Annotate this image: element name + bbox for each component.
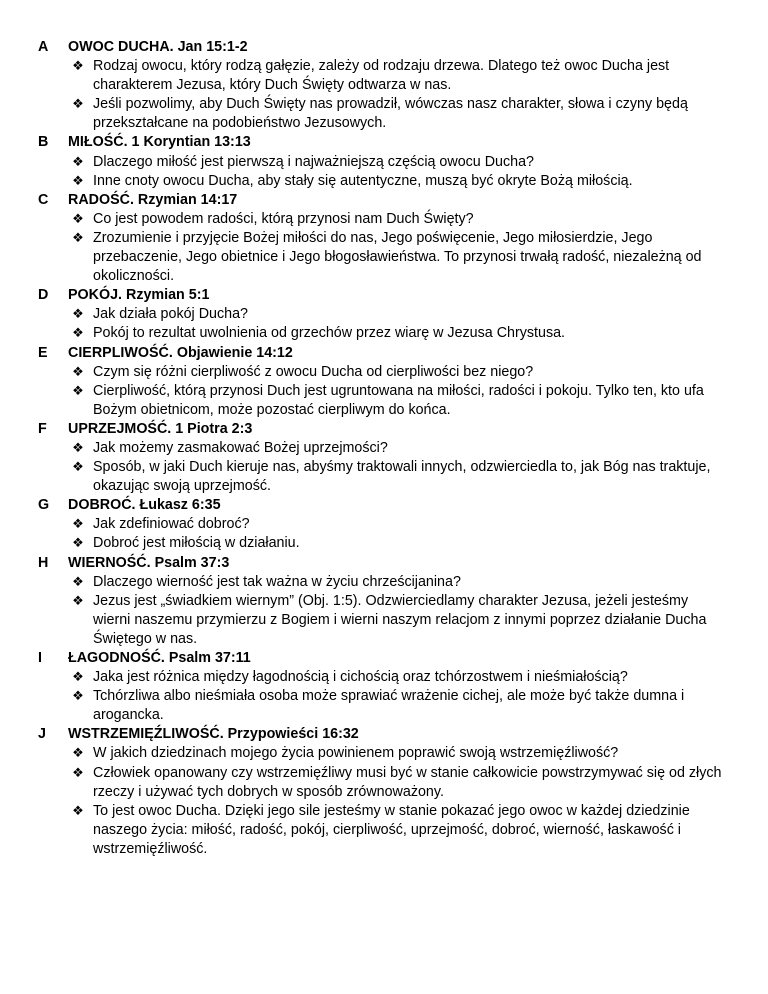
bullet-text: Rodzaj owocu, który rodzą gałęzie, zależy od rodzaju drzewa. Dlatego też owoc Ducha jest charakterem Jezusa, który Duch Święty odtwarza w nas. [93, 58, 670, 94]
bullet-text: To jest owoc Ducha. Dzięki jego sile jesteśmy w stanie pokazać jego owoc w każdej dziedzinie naszego życia: miłość, radość, pokój, cierpliwość, uprzejmość, dobroć, wierność, łaskawość i wstrzemięźliwość. [93, 802, 690, 857]
section-letter: B [38, 134, 49, 151]
bullet-text: Dobroć jest miłością w działaniu. [93, 535, 300, 552]
diamond-bullet-icon: ❖ [72, 670, 84, 686]
bullet-text: Jak zdefiniować dobroć? [93, 516, 250, 533]
section-letter: I [38, 650, 42, 666]
diamond-bullet-icon: ❖ [72, 211, 84, 227]
section-heading [38, 191, 728, 210]
section-title: ŁAGODNOŚĆ. Psalm 37:11 [68, 650, 251, 666]
outline-section [38, 38, 728, 133]
section-title: WIERNOŚĆ. Psalm 37:3 [68, 554, 230, 571]
bullet-item [38, 534, 728, 553]
section-title: MIŁOŚĆ. 1 Koryntian 13:13 [68, 134, 251, 151]
section-heading [38, 725, 728, 744]
bullet-list [38, 153, 728, 191]
bullet-list [38, 305, 728, 343]
diamond-bullet-icon: ❖ [72, 230, 84, 246]
outline-section [38, 725, 728, 859]
section-heading [38, 496, 728, 515]
bullet-text: Tchórzliwa albo nieśmiała osoba może sprawiać wrażenie cichej, ale może być także dumna i arogancka. [93, 688, 685, 724]
bullet-text: Inne cnoty owocu Ducha, aby stały się autentyczne, muszą być okryte Bożą miłością. [93, 172, 633, 189]
diamond-bullet-icon: ❖ [72, 593, 84, 609]
bullet-item [38, 764, 728, 802]
section-title: RADOŚĆ. Rzymian 14:17 [68, 191, 238, 208]
section-heading [38, 38, 728, 57]
section-letter: E [38, 344, 48, 361]
section-letter: J [38, 726, 46, 743]
section-title: CIERPLIWOŚĆ. Objawienie 14:12 [68, 344, 293, 361]
bullet-text: Zrozumienie i przyjęcie Bożej miłości do nas, Jego poświęcenie, Jego miłosierdzie, Jego przebaczenie, Jego obietnice i Jego błogosławieństwa. To przynosi trwałą radość, niezależną od okoliczności. [93, 229, 702, 285]
diamond-bullet-icon: ❖ [72, 326, 84, 342]
diamond-bullet-icon: ❖ [72, 440, 84, 456]
bullet-text: Co jest powodem radości, którą przynosi nam Duch Święty? [93, 210, 474, 227]
diamond-bullet-icon: ❖ [72, 383, 84, 399]
bullet-list [38, 668, 728, 725]
bullet-text: Jak działa pokój Ducha? [93, 306, 248, 323]
section-title: DOBROĆ. Łukasz 6:35 [68, 497, 221, 514]
bullet-list [38, 573, 728, 649]
section-heading [38, 649, 728, 668]
diamond-bullet-icon: ❖ [72, 803, 84, 819]
bullet-list [38, 210, 728, 286]
section-letter: A [38, 39, 49, 55]
outline-section [38, 344, 728, 420]
outline-section [38, 420, 728, 496]
outline-section [38, 649, 728, 725]
bullet-text: Jaka jest różnica między łagodnością i cichością oraz tchórzostwem i nieśmiałością? [93, 669, 628, 686]
bullet-list [38, 57, 728, 133]
outline-section [38, 191, 728, 286]
diamond-bullet-icon: ❖ [72, 460, 84, 476]
bullet-text: Jezus jest „świadkiem wiernym” (Obj. 1:5). Odzwierciedlamy charakter Jezusa, jeżeli jesteśmy wierni naszemu przymierzu z Bogiem i wierni naszym relacjom z innymi poprzez działanie Ducha Świętego w nas. [93, 592, 707, 647]
bullet-item [38, 668, 728, 687]
bullet-text: Dlaczego miłość jest pierwszą i najważniejszą częścią owocu Ducha? [93, 153, 535, 170]
outline-section [38, 496, 728, 553]
bullet-item [38, 57, 728, 95]
bullet-text: Dlaczego wierność jest tak ważna w życiu chrześcijanina? [93, 573, 461, 590]
bullet-item [38, 439, 728, 458]
outline-section [38, 554, 728, 649]
bullet-text: Jeśli pozwolimy, aby Duch Święty nas prowadził, wówczas nasz charakter, słowa i czyny będą przekształcane na podobieństwo Jezusowych. [93, 96, 688, 132]
bullet-item [38, 363, 728, 382]
diamond-bullet-icon: ❖ [72, 364, 84, 380]
bullet-item [38, 592, 728, 649]
section-letter: C [38, 191, 49, 208]
bullet-list [38, 515, 728, 553]
bullet-item [38, 172, 728, 191]
diamond-bullet-icon: ❖ [72, 307, 84, 323]
bullet-item [38, 229, 728, 286]
section-heading [38, 344, 728, 363]
diamond-bullet-icon: ❖ [72, 517, 84, 533]
section-title: WSTRZEMIĘŹLIWOŚĆ. Przypowieści 16:32 [68, 726, 359, 743]
bullet-item [38, 95, 728, 133]
bullet-text: Czym się różni cierpliwość z owocu Ducha od cierpliwości bez niego? [93, 363, 534, 380]
bullet-item [38, 305, 728, 324]
bullet-item [38, 744, 728, 763]
bullet-item [38, 802, 728, 859]
outline-section [38, 286, 728, 343]
bullet-item [38, 153, 728, 172]
bullet-item [38, 382, 728, 420]
diamond-bullet-icon: ❖ [72, 746, 84, 762]
outline-section [38, 133, 728, 190]
diamond-bullet-icon: ❖ [72, 173, 84, 189]
section-title: POKÓJ. Rzymian 5:1 [68, 287, 210, 304]
section-title: OWOC DUCHA. Jan 15:1-2 [68, 39, 248, 55]
diamond-bullet-icon: ❖ [72, 97, 84, 113]
section-heading [38, 133, 728, 152]
bullet-text: Jak możemy zasmakować Bożej uprzejmości? [93, 439, 388, 456]
section-letter: H [38, 554, 49, 571]
section-letter: D [38, 287, 49, 304]
section-heading [38, 286, 728, 305]
bullet-list [38, 744, 728, 859]
diamond-bullet-icon: ❖ [72, 765, 84, 781]
bullet-item [38, 458, 728, 496]
bullet-item [38, 210, 728, 229]
diamond-bullet-icon: ❖ [72, 689, 84, 705]
section-letter: G [38, 497, 50, 514]
diamond-bullet-icon: ❖ [72, 154, 84, 170]
section-heading [38, 554, 728, 573]
section-heading [38, 420, 728, 439]
diamond-bullet-icon: ❖ [72, 536, 84, 552]
bullet-item [38, 324, 728, 343]
bullet-text: Sposób, w jaki Duch kieruje nas, abyśmy traktowali innych, odzwierciedla to, jak Bóg nas traktuje, okazując swoją uprzejmość. [93, 459, 711, 495]
bullet-item [38, 573, 728, 592]
section-letter: F [38, 420, 47, 437]
bullet-list [38, 363, 728, 420]
diamond-bullet-icon: ❖ [72, 574, 84, 590]
bullet-text: W jakich dziedzinach mojego życia powinienem poprawić swoją wstrzemięźliwość? [93, 745, 619, 762]
bullet-text: Pokój to rezultat uwolnienia od grzechów przez wiarę w Jezusa Chrystusa. [93, 325, 566, 342]
section-title: UPRZEJMOŚĆ. 1 Piotra 2:3 [68, 420, 253, 437]
bullet-item [38, 687, 728, 725]
bullet-list [38, 439, 728, 496]
bullet-text: Człowiek opanowany czy wstrzemięźliwy musi być w stanie całkowicie powstrzymywać się od złych rzeczy i używać tych dobrych w sposób zrównoważony. [93, 764, 722, 800]
bullet-text: Cierpliwość, którą przynosi Duch jest ugruntowana na miłości, radości i pokoju. Tylko ten, kto ufa Bożym obietnicom, może pozostać cierpliwym do końca. [93, 382, 704, 418]
diamond-bullet-icon: ❖ [72, 59, 84, 75]
bullet-item [38, 515, 728, 534]
